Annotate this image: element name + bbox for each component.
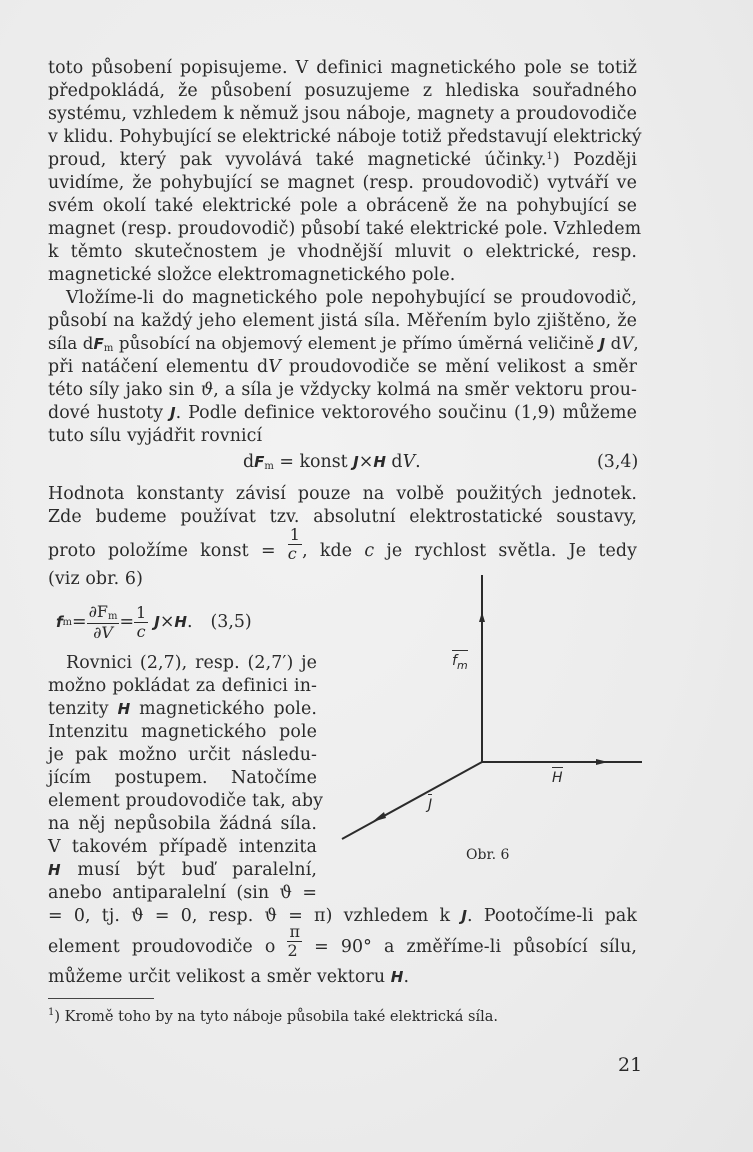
footnote	[48, 1009, 498, 1025]
vector-J: J	[353, 453, 359, 471]
fraction-numerator: 1	[136, 602, 147, 622]
eq-text: .	[415, 452, 421, 472]
text-span: proud, který pak vyvolává také magnetické účinky.	[48, 150, 547, 170]
text-span: proto položíme konst =	[48, 541, 288, 561]
text-span: magnetického pole.	[130, 699, 317, 719]
text-span: této síly jako sin	[48, 380, 201, 400]
text-span: = 0, tj. ϑ = 0, resp. ϑ = π) vzhledem k	[48, 906, 462, 926]
fraction-numerator: 1	[289, 525, 301, 544]
text-line: (viz obr. 6)	[48, 569, 143, 589]
j-arrowhead	[372, 812, 386, 822]
text-line: působí na každý jeho element jistá síla. Měřením bylo zjištěno, že	[48, 311, 637, 331]
fraction-numerator: π	[289, 922, 301, 941]
text-span: síla d	[48, 334, 94, 353]
fraction-denominator: 2	[287, 941, 298, 960]
text-span: element proudovodiče o	[48, 937, 288, 957]
eq-text: d	[385, 452, 403, 472]
text-span: při natáčení elementu d	[48, 357, 269, 377]
text-span: ,	[633, 334, 639, 353]
text-line: svém okolí také elektrické pole a obráceně že na pohybující se	[48, 196, 637, 216]
footnote-reference[interactable]: 1	[546, 151, 553, 162]
fm-subscript: m	[456, 658, 468, 672]
text-span: musí být buď paralelní,	[60, 860, 317, 880]
fraction-denominator: ∂V	[93, 622, 113, 642]
text-line: na něj nepůsobila žádná síla.	[48, 814, 317, 834]
subscript-m: m	[107, 610, 118, 622]
text-span: je rychlost světla. Je tedy	[374, 541, 637, 561]
eq-text: d	[243, 452, 255, 472]
symbol-V: V	[621, 334, 634, 353]
text-span: , kde	[302, 541, 365, 561]
text-line: magnetické složce elektromagnetického pole.	[48, 265, 456, 285]
times-sign: ×	[358, 452, 374, 472]
symbol-theta: ϑ	[200, 380, 214, 400]
text-line: element proudovodiče tak, aby	[48, 791, 324, 811]
vector-H: H	[48, 861, 61, 879]
text-line: Zde budeme používat tzv. absolutní elektrostatické soustavy,	[48, 507, 637, 527]
subscript-m: m	[62, 616, 73, 628]
text-line: anebo antiparalelní (sin ϑ =	[48, 883, 317, 903]
eq-text: = konst	[273, 452, 354, 472]
j-axis	[342, 762, 482, 839]
label-h	[552, 770, 563, 786]
text-span: působící na objemový element je přímo úměrná veličině	[113, 334, 600, 353]
vector-F: F	[254, 453, 265, 471]
symbol-V: V	[402, 452, 416, 472]
text-line: k těmto skutečnostem je vhodnější mluvit o elektrické, resp.	[48, 242, 637, 262]
page-number: 21	[618, 1054, 643, 1076]
j-label-text: J	[428, 797, 433, 813]
footnote-divider	[48, 998, 154, 999]
vector-H: H	[390, 968, 404, 986]
text-line: předpokládá, že působení posuzujeme z hlediska souřadného	[48, 81, 637, 101]
text-line: v klidu. Pohybující se elektrické náboje totiž představují elektrický	[48, 127, 642, 147]
equation-number: (3,5)	[210, 612, 252, 632]
label-j	[428, 797, 432, 813]
vector-H: H	[373, 453, 386, 471]
footnote-text: ) Kromě toho by na tyto náboje působila také elektrická síla.	[54, 1009, 499, 1025]
fm-symbol: f	[452, 653, 457, 669]
text-line: možno pokládat za definici in-	[48, 676, 317, 696]
text-span: . Podle definice vektorového součinu (1,9) můžeme	[175, 403, 637, 423]
symbol-c: c	[364, 541, 375, 561]
text-line: je pak možno určit následu-	[48, 745, 317, 765]
h-arrowhead	[596, 759, 608, 765]
equation-number: (3,4)	[597, 452, 639, 472]
fraction-denominator: c	[287, 544, 297, 563]
text-line: uvidíme, že pohybující se magnet (resp. proudovodič) vytváří ve	[48, 173, 637, 193]
text-line: tuto sílu vyjádřit rovnicí	[48, 426, 263, 446]
vector-J: J	[599, 335, 606, 353]
text-span: = 90° a změříme-li působící sílu,	[302, 937, 637, 957]
text-span: dové hustoty	[48, 403, 170, 423]
symbol-V: V	[268, 357, 281, 377]
vector-J: J	[154, 613, 160, 631]
text-span: .	[403, 967, 410, 987]
figure-caption: Obr. 6	[466, 847, 510, 863]
text-line: magnet (resp. proudovodič) působí také elektrické pole. Vzhledem	[48, 219, 642, 239]
vector-F: F	[93, 335, 104, 353]
text-span: proudovodiče se mění velikost a směr	[280, 357, 638, 377]
fraction-denominator: c	[136, 621, 146, 641]
partial-F: ∂F	[88, 601, 108, 621]
text-line: toto působení popisujeme. V definici magnetického pole se totiž	[48, 58, 637, 78]
label-fm	[452, 653, 468, 672]
text-span: , a síla je vždycky kolmá na směr vektoru prou-	[213, 380, 637, 400]
subscript-m: m	[264, 461, 274, 472]
text-line: Rovnici (2,7), resp. (2,7′) je	[66, 653, 317, 673]
text-line: V takovém případě intenzita	[48, 837, 317, 857]
text-span: ) Později	[553, 150, 637, 170]
eq-text: .	[186, 612, 193, 632]
h-label-text: H	[552, 770, 563, 786]
vector-f: f	[56, 613, 63, 631]
times-sign: ×	[159, 612, 175, 632]
text-span: tenzity	[48, 699, 118, 719]
text-line: Vložíme-li do magnetického pole nepohybující se proudovodič,	[66, 288, 637, 308]
vector-J: J	[461, 907, 468, 925]
footnote-mark: 1	[48, 1007, 55, 1018]
text-span: . Pootočíme-li pak	[467, 906, 638, 926]
text-line: Intenzitu magnetického pole	[48, 722, 317, 742]
eq-text: =	[119, 612, 135, 632]
text-line: Hodnota konstanty závisí pouze na volbě použitých jednotek.	[48, 484, 637, 504]
vector-J: J	[169, 404, 176, 422]
fm-label-text	[452, 653, 468, 672]
subscript-m: m	[103, 343, 114, 354]
text-span: můžeme určit velikost a směr vektoru	[48, 967, 391, 987]
text-span: d	[605, 334, 622, 353]
text-line: systému, vzhledem k němuž jsou náboje, magnety a proudovodiče	[48, 104, 637, 124]
eq-text: =	[72, 612, 87, 632]
vector-H: H	[117, 700, 131, 718]
fm-arrowhead	[479, 612, 485, 622]
text-line: jícím postupem. Natočíme	[48, 768, 317, 788]
vector-H: H	[174, 613, 187, 631]
